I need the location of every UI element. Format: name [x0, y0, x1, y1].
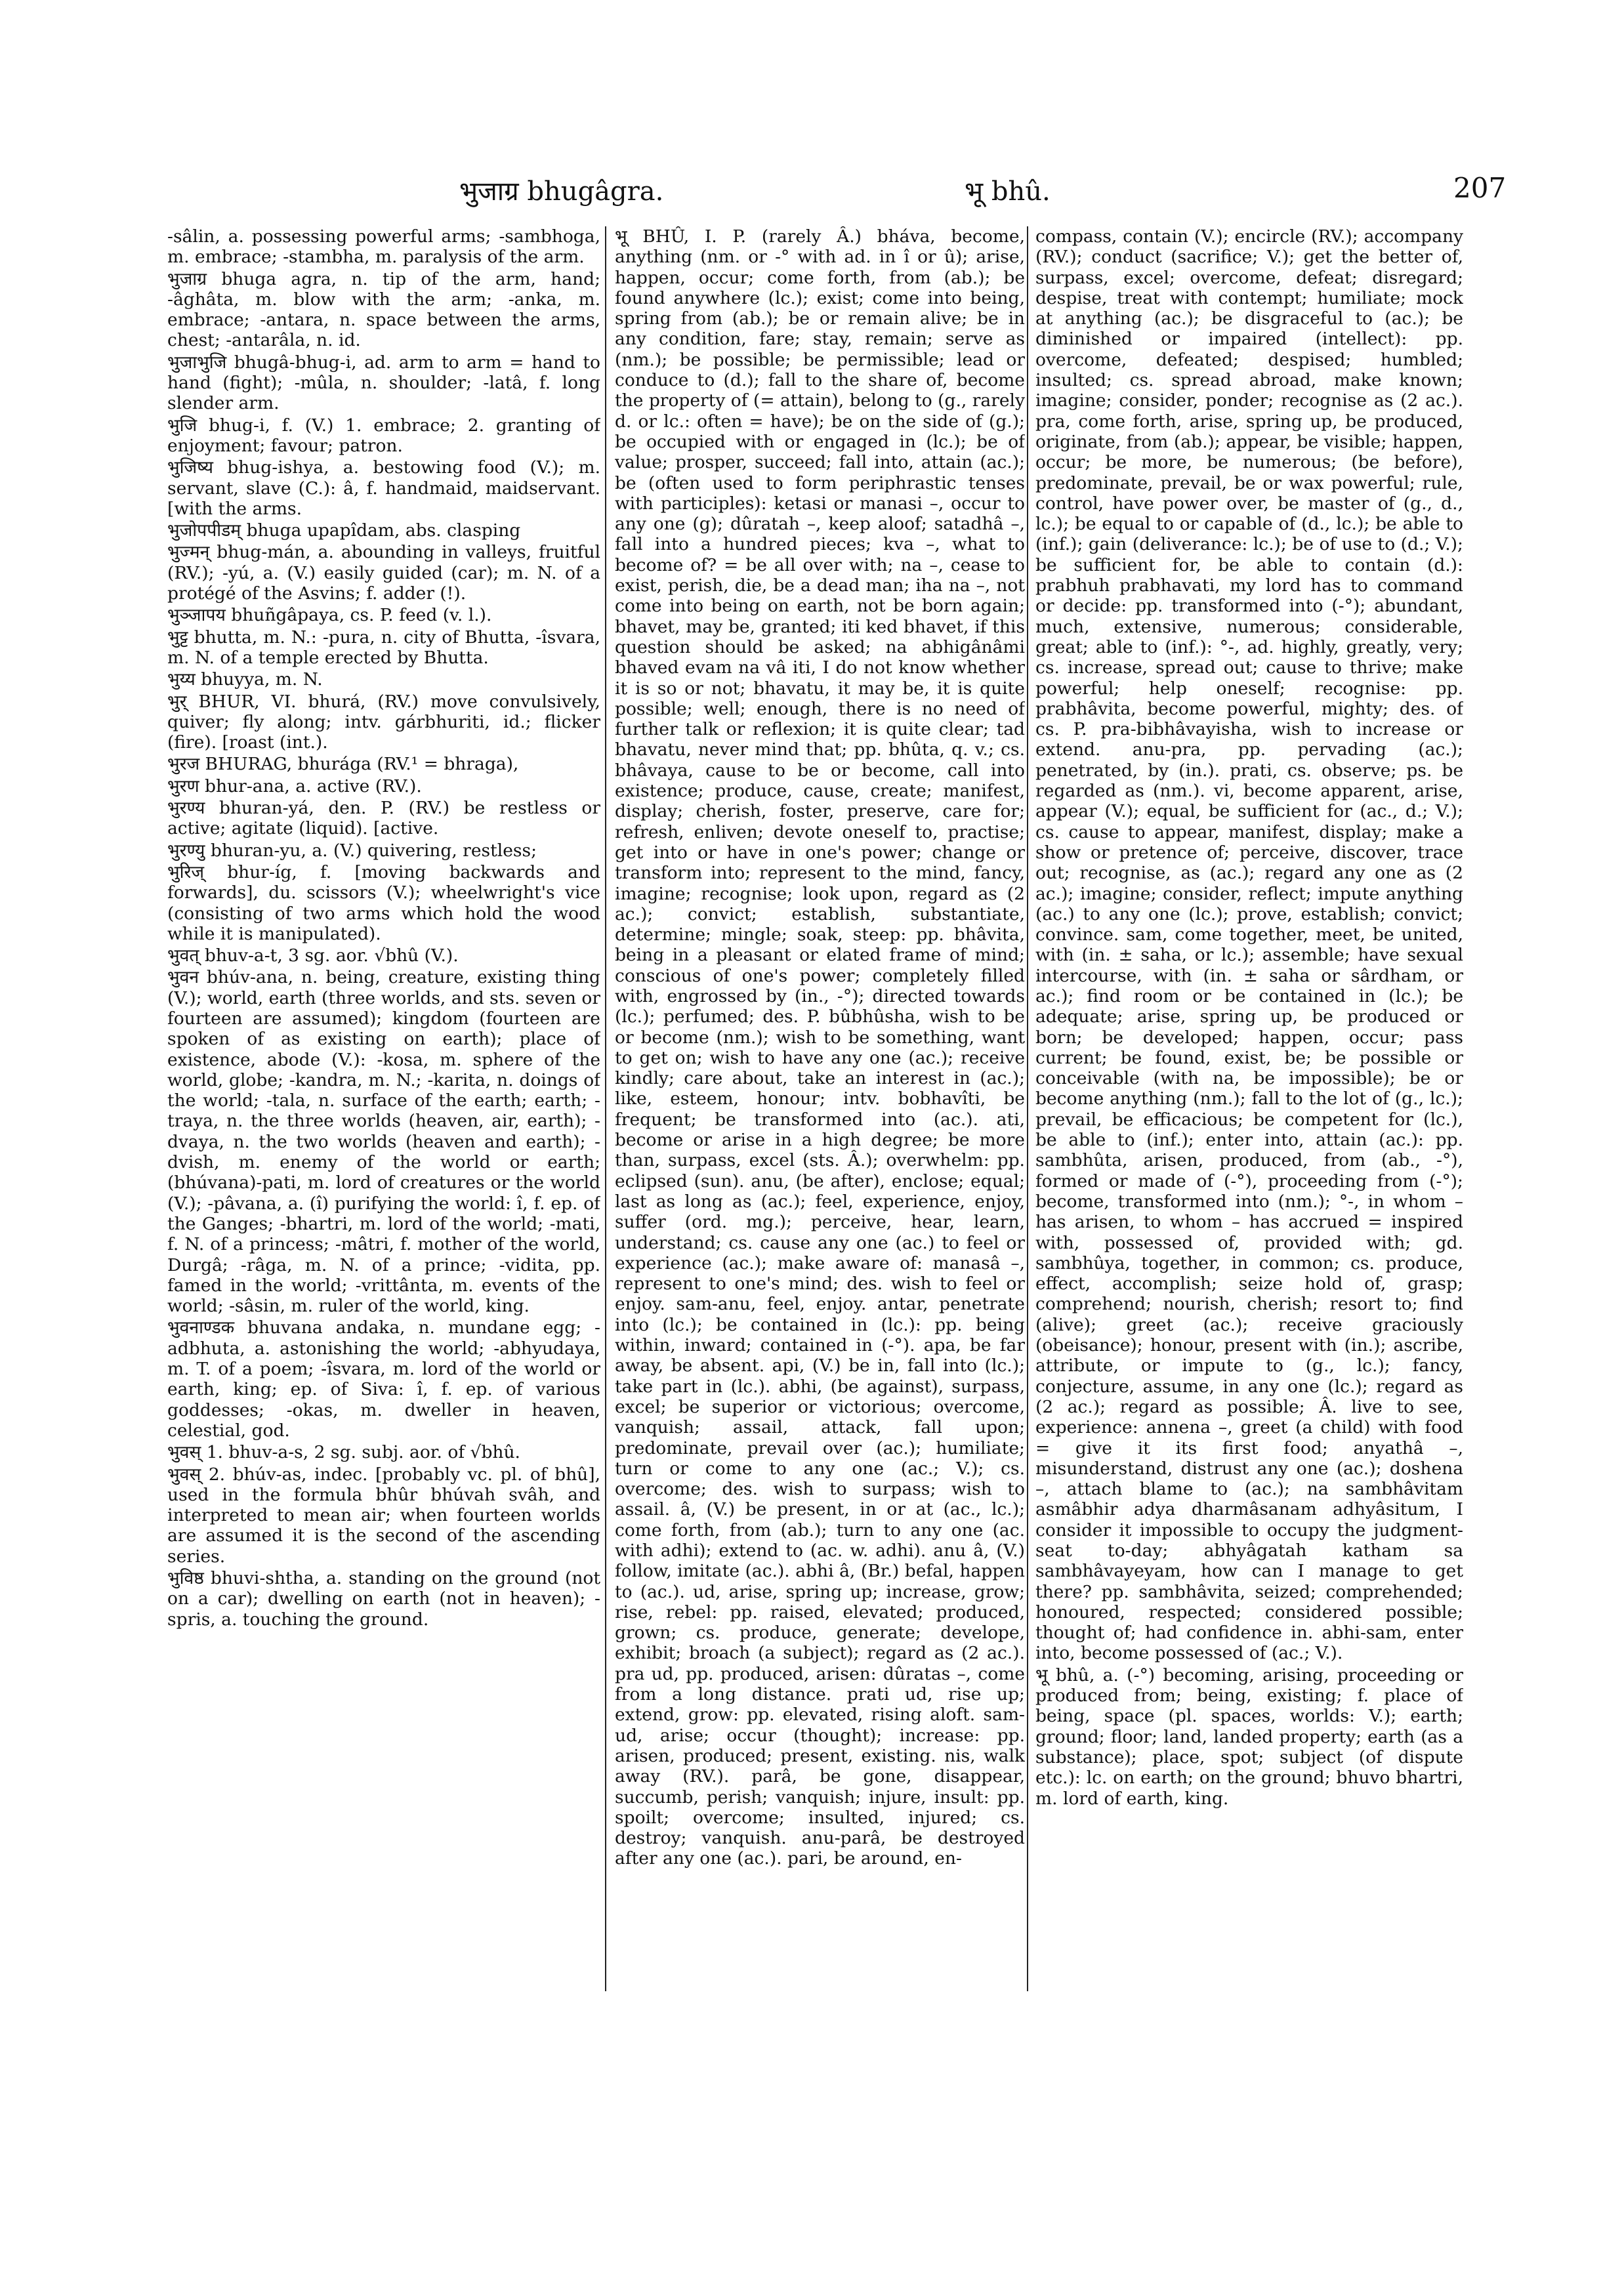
entry: भू BHÛ, I. P. (rarely Â.) bháva, become, anything (nm. or -° with ad. in î or û); arise, happen, occur; come forth, from (ab.); be found anywhere (lc.); exist; come into being, spring from (ab.); be or remain alive; be in any condition, fare; stay, remain; serve as (nm.); be possible; be permissible; lead or conduce to (d.); fall to the share of, become the property of (= attain), belong to (g., rarely d. or lc.: often = have); be on the side of (g.); be occupied with or engaged in (lc.); be of value; prosper, succeed; fall into, attain (ac.); be (often used to form periphrastic tenses with participles): ketasi or manasi –, occur to any one (g); dûratah –, keep aloof; satadhâ –, fall into a hundred pieces; kva –, what to become of? = be all over with; na –, cease to exist, perish, die, be a dead man; iha na –, not come into being on earth, not be born again; bhavet, may be, granted; iti ked bhavet, if this question should be asked; na abhigânâmi bhaved evam na vâ iti, I do not know whether it is so or not; bhavatu, it may be, it is quite possible; well; enough, there is no need of further talk or reflexion; it is quite clear; tad bhavatu, never mind that; pp. bhûta, q. v.; cs. bhâvaya, cause to be or become, call into existence; produce, cause, create; manifest, display; cherish, foster, preserve, care for; refresh, enliven; devote oneself to, practise; get into or have in one's power; change or transform into; represent to the mind, fancy, imagine; recognise; look upon, regard as (2 ac.); convict; establish, substantiate, determine; mingle; soak, steep: pp. bhâvita, being in a pleasant or elated frame of mind; conscious of one's power; completely filled with, engrossed by (in., -°); directed towards (lc.); perfumed; des. P. bûbhûsha, wish to be or become (nm.); wish to be something, want to get on; wish to have any one (ac.); receive kindly; care about, take an interest in (ac.); like, esteem, honour; intv. bobhavîti, be frequent; be transformed into (ac.). ati, become or arise in a high degree; be more than, surpass, excel (sts. Â.); overwhelm: pp. eclipsed (sun). anu, (be after), enclose; equal; last as long as (ac.); feel, experience, enjoy, suffer (ord. mg.); perceive, hear, learn, understand; cs. cause any one (ac.) to feel or experience (ac.); make aware of: manasâ –, represent to one's mind; des. wish to feel or enjoy. sam-anu, feel, enjoy. antar, penetrate into (lc.); be contained in (lc.): pp. being within, inward; contained in (-°). apa, be far away, be absent. api, (V.) be in, fall into (lc.); take part in (lc.). abhi, (be against), surpass, excel; be superior or victorious; overcome, vanquish; assail, attack, fall upon; predominate, prevail over (ac.); humiliate; turn or come to any one (ac.; V.); cs. overcome; des. wish to surpass; wish to assail. â, (V.) be present, in or at (ac., lc.); come forth, from (ab.); turn to any one (ac. with adhi); extend to (ac. w. adhi). anu â, (V.) follow, imitate (ac.). abhi â, (Br.) befal, happen to (ac.). ud, arise, spring up; increase, grow; rise, rebel: pp. raised, elevated; produced, grown; cs. produce, generate; develope, exhibit; broach (a subject); regard as (2 ac.). pra ud, pp. produced, arisen: dûratas –, come from a long distance. prati ud, rise up; extend, grow: pp. elevated, rising aloft. sam-ud, arise; occur (thought); increase: pp. arisen, produced; present, existing. nis, walk away (RV.). parâ, be gone, disappear, succumb, perish; vanquish; injure, insult: pp. spoilt; overcome; insulted, injured; cs. destroy; vanquish. anu-parâ, be destroyed after any one (ac.). pari, be around, en-: [615, 226, 1025, 1869]
column-left: [167, 226, 600, 2195]
entry: भुवनाण्डक bhuvana andaka, n. mundane egg; -adbhuta, a. astonishing the world; -abhyudaya, m. T. of a poem; -îsvara, m. lord of the world or earth, king; ep. of Siva: î, f. ep. of various goddesses; -okas, m. dweller in heaven, celestial, god.: [167, 1317, 600, 1441]
column-divider: [1027, 226, 1028, 1991]
entry: भुजोपपीडम् bhuga upapîdam, abs. clasping: [167, 520, 521, 541]
entry: भुट्ट bhutta, m. N.: -pura, n. city of Bhutta, -îsvara, m. N. of a temple erected by Bhutta.: [167, 627, 600, 668]
entry: भुवस् 2. bhúv-as, indec. [probably vc. pl. of bhû], used in the formula bhûr bhúvah svâh, and interpreted to mean air; when fourteen worlds are assumed it is the second of the ascending series.: [167, 1464, 600, 1567]
entry: भुञ्जापय bhuñgâpaya, cs. P. feed (v. l.).: [167, 605, 492, 626]
entry: भुर् BHUR, VI. bhurá, (RV.) move convulsively, quiver; fly along; intv. gárbhuriti, id.; flicker (fire). [roast (int.).: [167, 691, 600, 753]
entry: भुवस् 1. bhuv-a-s, 2 sg. subj. aor. of √bhû.: [167, 1442, 520, 1463]
entry: भुरण bhur-ana, a. active (RV.).: [167, 775, 422, 796]
entry: भुज्मन् bhug-mán, a. abounding in valleys, fruitful (RV.); -yú, a. (V.) easily guided (car); m. N. of a protégé of the Asvins; f. adder (!).: [167, 542, 600, 604]
entry: भुजाभुजि bhugâ-bhug-i, ad. arm to arm = hand to hand (fight); -mûla, n. shoulder; -latâ, f. long slender arm.: [167, 352, 600, 414]
entry: भुरण्यु bhuran-yu, a. (V.) quivering, restless;: [167, 840, 537, 861]
entry: भू bhû, a. (-°) becoming, arising, proceeding or produced from; being, existing; f. place of being, space (pl. spaces, worlds: V.); earth; ground; floor; land, landed property; earth (as a substance); place, spot; subject (of dispute etc.): lc. on earth; on the ground; bhuvo bhartri, m. lord of earth, king.: [1035, 1664, 1463, 1809]
entry: भुवन bhúv-ana, n. being, creature, existing thing (V.); world, earth (three worlds, and sts. seven or fourteen are assumed); kingdom (fourteen are spoken of as existing on earth); place of existence, abode (V.): -kosa, m. sphere of the world, globe; -kandra, m. N.; -karita, n. doings of the world; -tala, n. surface of the earth; earth; -traya, n. the three worlds (heaven, air, earth); -dvaya, n. the two worlds (heaven and earth); -dvish, m. enemy of the world or earth; (bhúvana)-pati, m. lord of creatures or the world (V.); -pâvana, a. (î) purifying the world: î, f. ep. of the Ganges; -bhartri, m. lord of the world; -mati, f. N. of a princess; -mâtri, f. mother of the world, Durgâ; -râga, m. N. of a prince; -vidita, pp. famed in the world; -vrittânta, m. events of the world; -sâsin, m. ruler of the world, king.: [167, 967, 600, 1317]
page-number: 207: [1453, 172, 1507, 204]
entry: भुय्य bhuyya, m. N.: [167, 669, 323, 690]
entry: भुजाग्र bhuga agra, n. tip of the arm, hand; -âghâta, m. blow with the arm; -anka, m. embrace; -antara, n. space between the arms, chest; -antarâla, n. id.: [167, 268, 600, 351]
entry: भुरज BHURAG, bhurága (RV.¹ = bhraga),: [167, 754, 519, 775]
entry: -sâlin, a. possessing powerful arms; -sambhoga, m. embrace; -stambha, m. paralysis of the arm.: [167, 226, 600, 268]
column-divider: [605, 226, 606, 1991]
entry: भुजिष्य bhug-ishya, a. bestowing food (V.); m. servant, slave (C.): â, f. handmaid, maidservant. [with the arms.: [167, 457, 600, 519]
column-middle: [615, 226, 1025, 2195]
column-right: [1035, 226, 1463, 2195]
entry: भुरण्य bhuran-yá, den. P. (RV.) be restless or active; agitate (liquid). [active.: [167, 798, 600, 839]
entry: भुरिज् bhur-íg, f. [moving backwards and forwards], du. scissors (V.); wheelwright's vice (consisting of two arms which hold the wood while it is manipulated).: [167, 861, 600, 944]
entry: compass, contain (V.); encircle (RV.); accompany (RV.); conduct (sacrifice; V.); get the better of, surpass, excel; overcome, defeat; disregard; despise, treat with contempt; humiliate; mock at anything (ac.); be disgraceful to (ac.); be diminished or impaired (intellect): pp. overcome, defeated; despised; humbled; insulted; cs. spread abroad, make known; imagine; consider, ponder; recognise as (2 ac.). pra, come forth, arise, spring up, be produced, originate, from (ab.); appear, be visible; happen, occur; be more, be numerous; (be before), predominate, prevail, be or wax powerful; rule, control, have power over, be master of (g., d., lc.); be equal to or capable of (d., lc.); be able to (inf.); gain (deliverance: lc.); be of use to (d.; V.); be sufficient for, be able to contain (d.): prabhuh prabhavati, my lord has to command or decide: pp. transformed into (-°); abundant, much, extensive, numerous; considerable, great; able to (inf.): °-, ad. highly, greatly, very; cs. increase, spread out; cause to thrive; make powerful; help oneself; recognise: pp. prabhâvita, become powerful, mighty; des. of cs. P. pra-bibhâvayisha, wish to increase or extend. anu-pra, pp. pervading (ac.); penetrated, by (in.). prati, cs. observe; ps. be regarded as (nm.). vi, become apparent, arise, appear (V.); equal, be sufficient for (ac., d.; V.); cs. cause to appear, manifest, display; make a show or pretence of; perceive, discover, trace out; recognise, as (ac.); regard any one as (2 ac.); imagine; consider, reflect; impute anything (ac.) to any one (lc.); prove, establish; convict; convince. sam, come together, meet, be united, with (in. ± saha, or lc.); assemble; have sexual intercourse, with (in. ± saha or sârdham, or ac.); find room or be contained in (lc.); be adequate; arise, spring up, be produced or born; be developed; happen, occur; pass current; be found, exist, be; be possible or conceivable (with na, be impossible); be or become anything (nm.); fall to the lot of (g., lc.); prevail, be efficacious; be competent for (lc.), be able to (inf.); enter into, attain (ac.): pp. sambhûta, arisen, produced, from (ab., -°), formed or made of (-°), proceeding from (-°); become, transformed into (nm.); °-, in whom – has arisen, to whom – has accrued = inspired with, possessed of, provided with; gd. sambhûya, together, in common; cs. produce, effect, accomplish; seize hold of, grasp; comprehend; nourish, cherish; resort to; find (alive); greet (ac.); receive graciously (obeisance); honour, present with (in.); ascribe, attribute, or impute to (g., lc.); fancy, conjecture, assume, in any one (lc.); regard as (2 ac.); regard as possible; Â. live to see, experience: annena –, greet (a child) with food = give it its first food; anyathâ –, misunderstand, distrust any one (ac.); doshena –, attach blame to (ac.); na sambhâvitam asmâbhir adya dharmâsanam adhyâsitum, I consider it impossible to occupy the judgment-seat to-day; abhyâgatah katham sa sambhâvayeyam, how can I manage to get there? pp. sambhâvita, seized; comprehended; honoured, respected; considered possible; thought of; had confidence in. abhi-sam, enter into, become possessed of (ac.; V.).: [1035, 226, 1463, 1664]
running-head-left: भुजाग्र bhugâgra.: [459, 176, 664, 207]
entry: भुवत् bhuv-a-t, 3 sg. aor. √bhû (V.).: [167, 945, 459, 966]
running-head-center: भू bhû.: [965, 176, 1051, 207]
entry: भुविष्ठ bhuvi-shtha, a. standing on the ground (not on a car); dwelling on earth (not in heaven); -spris, a. touching the ground.: [167, 1568, 600, 1630]
entry: भुजि bhug-i, f. (V.) 1. embrace; 2. granting of enjoyment; favour; patron.: [167, 415, 600, 456]
